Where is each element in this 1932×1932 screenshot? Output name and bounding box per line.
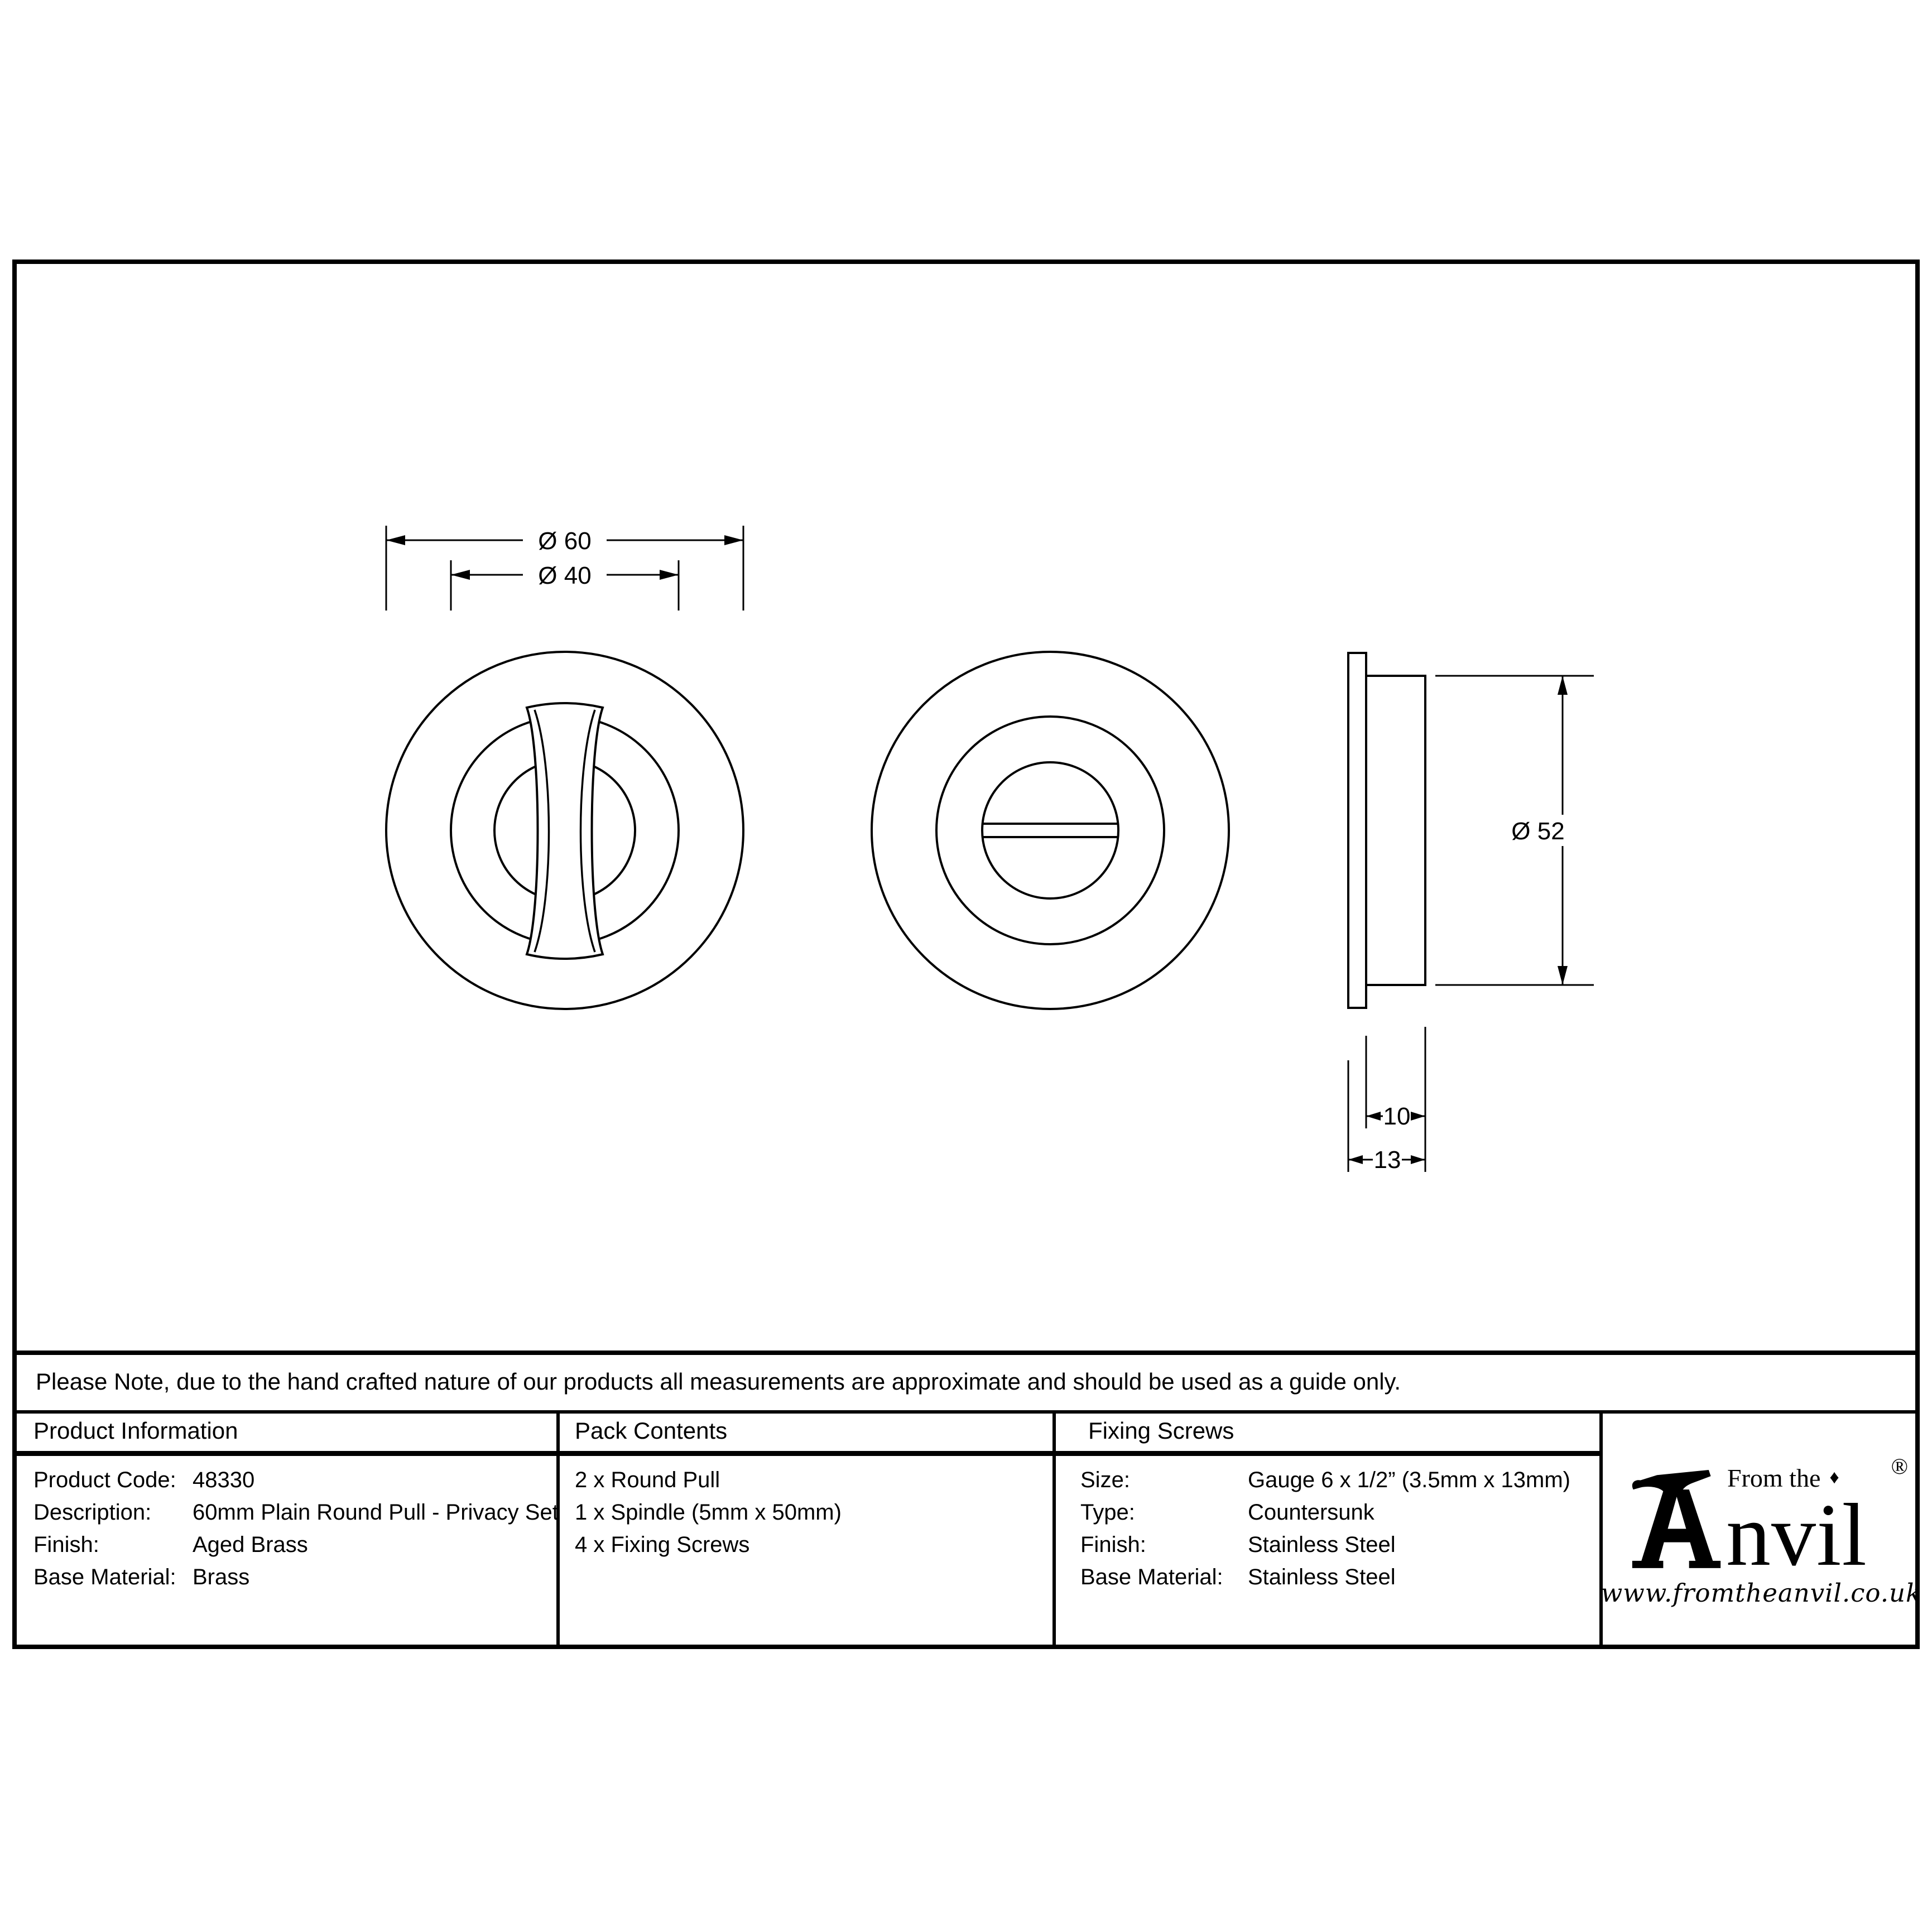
anvil-icon: [1631, 1457, 1722, 1574]
pack-contents-cell: [575, 1464, 842, 1561]
table-row: [33, 1496, 559, 1529]
table-row: [33, 1529, 559, 1561]
brand-logo: [1603, 1415, 1920, 1649]
row-label: Description:: [33, 1500, 152, 1525]
dim-label-inner-diameter: Ø 40: [538, 562, 592, 589]
diamond-icon: ♦: [1829, 1467, 1839, 1488]
table-top-line: [12, 1410, 1920, 1414]
row-label: Finish:: [33, 1532, 99, 1557]
list-item: 2 x Round Pull: [575, 1468, 720, 1492]
dim-label-total-depth: 13: [1373, 1146, 1401, 1174]
header-product-information: Product Information: [33, 1417, 238, 1444]
row-label: Base Material:: [33, 1565, 176, 1589]
table-row: [1080, 1561, 1570, 1593]
header-fixing-screws: Fixing Screws: [1088, 1417, 1234, 1444]
table-header-underline: [12, 1451, 1603, 1456]
dim-label-body-depth: 10: [1383, 1103, 1411, 1130]
list-item: 4 x Fixing Screws: [575, 1532, 750, 1557]
header-pack-contents: Pack Contents: [575, 1417, 728, 1444]
registered-mark: ®: [1891, 1454, 1908, 1479]
row-label: Finish:: [1080, 1532, 1146, 1557]
row-label: Type:: [1080, 1500, 1135, 1525]
table-row: [33, 1464, 559, 1496]
dim-label-side-diameter: Ø 52: [1511, 818, 1565, 845]
table-row: [33, 1561, 559, 1593]
row-value: Countersunk: [1248, 1500, 1374, 1525]
row-value: Brass: [193, 1565, 250, 1589]
row-label: Product Code:: [33, 1468, 176, 1492]
note-text: Please Note, due to the hand crafted nature of our products all measurements are approximate and should be used as a guide only.: [36, 1368, 1401, 1395]
table-row: [1080, 1529, 1570, 1561]
table-row: [1080, 1464, 1570, 1496]
fixing-screws-cell: [1080, 1464, 1570, 1593]
row-label: Size:: [1080, 1468, 1130, 1492]
brand-wordmark: [1631, 1454, 1908, 1584]
row-value: Stainless Steel: [1248, 1532, 1396, 1557]
dim-label-outer-diameter: Ø 60: [538, 527, 592, 555]
row-value: Aged Brass: [193, 1532, 308, 1557]
row-value: 60mm Plain Round Pull - Privacy Set: [193, 1500, 559, 1525]
brand-name-rest: nvil: [1726, 1485, 1867, 1584]
list-item: 1 x Spindle (5mm x 50mm): [575, 1500, 842, 1525]
row-label: Base Material:: [1080, 1565, 1223, 1589]
brand-prefix: From the ♦: [1727, 1464, 1839, 1492]
note-row: [12, 1351, 1920, 1410]
product-information-cell: [33, 1464, 559, 1593]
brand-text: [1726, 1454, 1908, 1584]
row-value: Gauge 6 x 1/2” (3.5mm x 13mm): [1248, 1468, 1570, 1492]
website-url: www.fromtheanvil.co.uk: [1601, 1578, 1922, 1608]
table-divider-2: [1052, 1410, 1056, 1649]
table-row: [1080, 1496, 1570, 1529]
row-value: 48330: [193, 1468, 255, 1492]
row-value: Stainless Steel: [1248, 1565, 1396, 1589]
